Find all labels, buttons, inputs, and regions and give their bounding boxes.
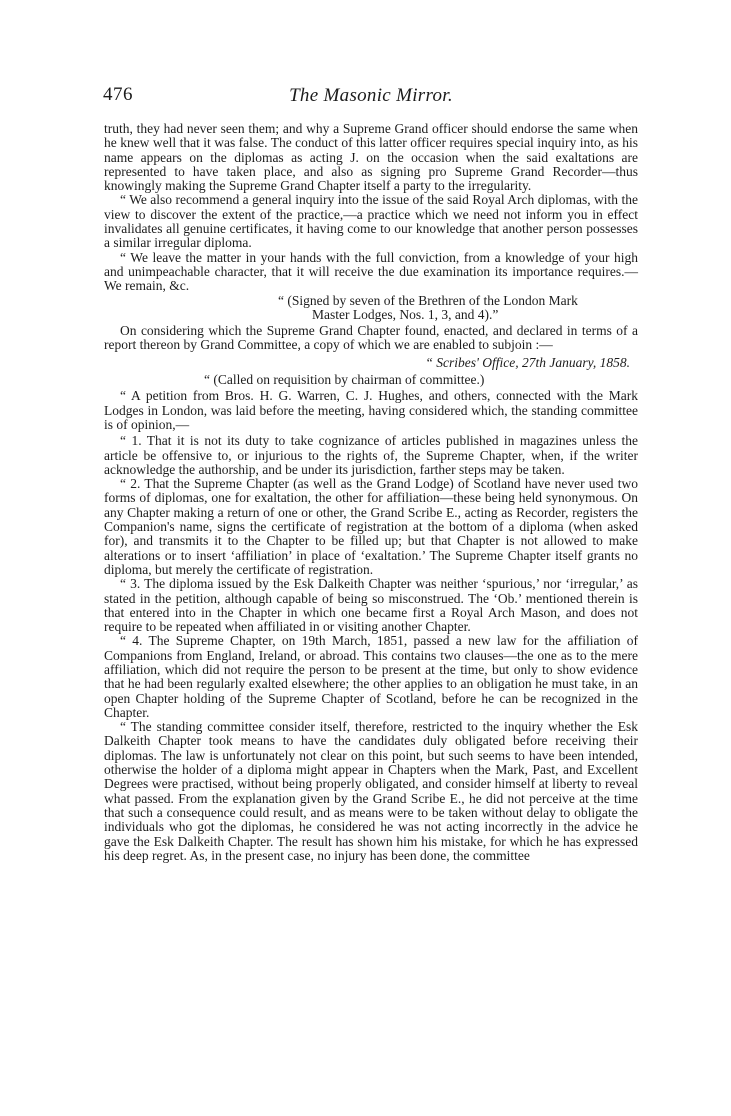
page-header (103, 84, 639, 108)
paragraph-point-2: “ 2. That the Supreme Chapter (as well as the Grand Lodge) of Scotland have never used two forms of diplomas, one for exaltation, the other for affiliation—these being held synonymous. On any Chapter making a return of one or other, the Grand Scribe E., acting as Recorder, registers the Companion's name, signs the certificate of registration at the bottom of a diploma (when asked for), and transmits it to the Chapter to be filled up; but that Chapter is not allowed to make alterations or to insert ‘affiliation’ in place of ‘exaltation.’ The Supreme Chapter itself grants no diploma, but merely the certificate of registration. (104, 476, 638, 577)
paragraph-standing-committee: “ The standing committee consider itself, therefore, restricted to the inquiry whether the Esk Dalkeith Chapter took means to have the candidates duly obligated before receiving their diplomas. The law is unfortunately not clear on this point, but such seems to have been intended, otherwise the holder of a diploma might appear in Chapters when the Mark, Past, and Excellent Degrees were practised, without being properly obligated, and consider himself at liberty to reveal what passed. From the explanation given by the Grand Scribe E., he did not perceive at the time that such a consequence could result, and as means were to be taken without delay to obligate the individuals who got the diplomas, he considered he was not acting incorrectly in the advice he gave the Esk Dalkeith Chapter. The result has shown him his mistake, for which he has expressed his deep regret. As, in the present case, no injury has been done, the committee (104, 719, 638, 863)
paragraph-petition: “ A petition from Bros. H. G. Warren, C. J. Hughes, and others, connected with the Mark Lodges in London, was laid before the meeting, having considered which, the standing committee is of opinion,— (104, 388, 638, 432)
signature-line-2: Master Lodges, Nos. 1, 3, and 4).” (312, 306, 499, 322)
body-text (104, 122, 638, 863)
paragraph-recommend-inquiry: “ We also recommend a general inquiry into the issue of the said Royal Arch diplomas, with the view to discover the extent of the practice,—a practice which we need not inform you in effect invalidates all genuine certificates, it having come to our knowledge that another person possesses a similar irregular diploma. (104, 192, 638, 251)
paragraph-point-3: “ 3. The diploma issued by the Esk Dalkeith Chapter was neither ‘spurious,’ nor ‘irregular,’ as stated in the petition, although capable of being so misconstrued. The ‘Ob.’ mentioned therein is that entered into in the Chapter in which one became first a Royal Arch Mason, and does not require to be repeated when affiliated in or visiting another Chapter. (104, 576, 638, 635)
paragraph-point-4: “ 4. The Supreme Chapter, on 19th March, 1851, passed a new law for the affiliation of Companions from England, Ireland, or abroad. This contains two clauses—the one as to the mere affiliation, which did not require the person to be present at the time, but only to show evidence that he had been regularly exalted elsewhere; the other applies to an obligation he must take, in an open Chapter holding of the Supreme Chapter of Scotland, before he can be recognized in the Chapter. (104, 633, 638, 720)
dateline: “ Scribes' Office, 27th January, 1858. (425, 354, 630, 370)
paragraph-point-1: “ 1. That it is not its duty to take cognizance of articles published in magazines unless the article be offensive to, or injurious to the rights of, the Supreme Chapter, when, if the writer acknowledge the authorship, and be under its jurisdiction, farther steps may be taken. (104, 433, 638, 477)
paragraph-considering: On considering which the Supreme Grand Chapter found, enacted, and declared in terms of a report thereon by Grand Committee, a copy of which we are enabled to subjoin :— (104, 323, 638, 353)
paragraph-truth: truth, they had never seen them; and why a Supreme Grand officer should endorse the same when he knew well that it was false. The conduct of this latter officer requires special inquiry into, as his name appears on the diplomas as acting J. on the occasion when the said exaltations are represented to have taken place, and also as signing pro Supreme Grand Recorder—thus knowingly making the Supreme Grand Chapter itself a party to the irregularity. (104, 121, 638, 194)
page-number: 476 (103, 84, 133, 105)
signature-line-1: “ (Signed by seven of the Brethren of the London Mark (278, 292, 578, 308)
paragraph-leave-matter: “ We leave the matter in your hands with the full conviction, from a knowledge of your high and unimpeachable character, that it will receive the due examination its importance requires.—We remain, &c. (104, 249, 638, 294)
running-title: The Masonic Mirror. (289, 85, 453, 106)
called-note: “ (Called on requisition by chairman of committee.) (204, 372, 485, 388)
